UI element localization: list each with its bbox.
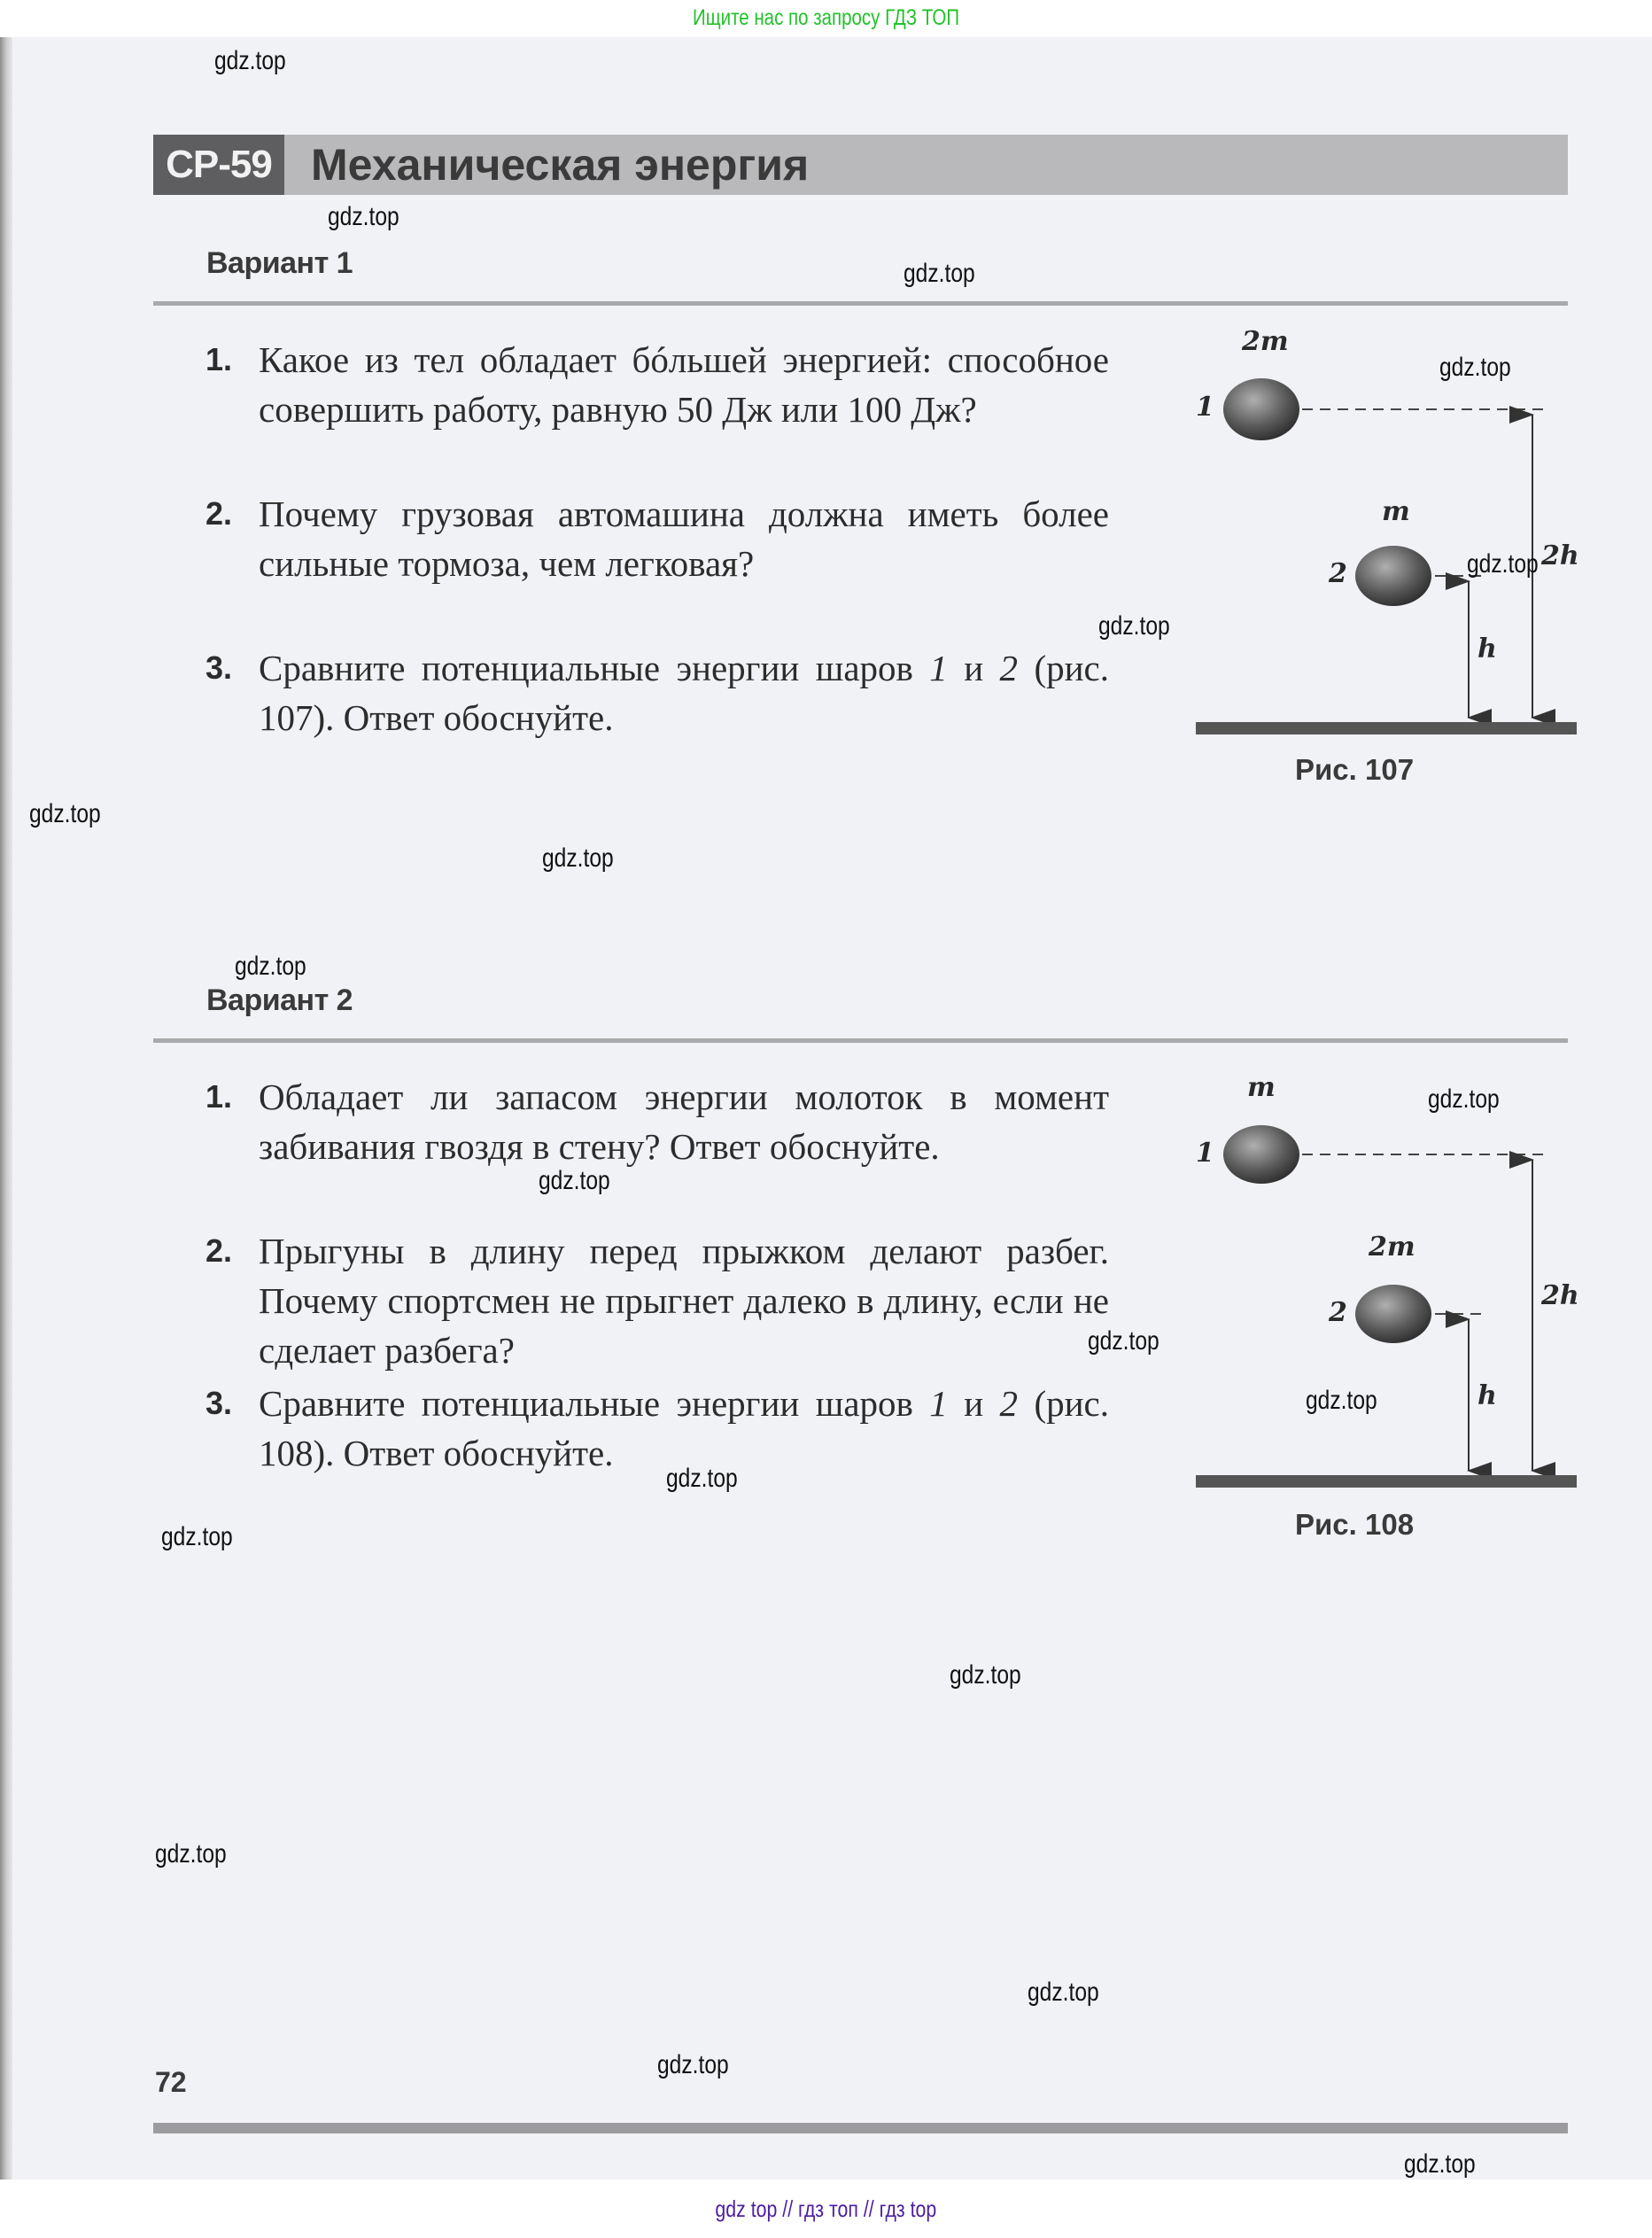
watermark: gdz.top	[1404, 2149, 1476, 2179]
variant-2-heading: Вариант 2	[206, 983, 353, 1017]
question-text: Прыгуны в длину перед прыжком делают разбег. Почему спортсмен не прыгнет далеко в длину, если не сделает разбега?	[259, 1231, 1109, 1371]
ball-1-label: 1	[1196, 392, 1214, 423]
figure-107	[1160, 319, 1577, 913]
question-text	[259, 643, 1109, 742]
watermark: gdz.top	[155, 1839, 227, 1869]
v1-question-3	[206, 643, 1109, 742]
v2-question-2	[206, 1226, 1109, 1375]
watermark: gdz.top	[904, 259, 975, 288]
text-part: Сравните потенциальные энергии шаров	[259, 648, 930, 688]
text-part: (рис. 107). Ответ обоснуйте.	[259, 648, 1109, 738]
ball-2-icon	[1355, 546, 1431, 606]
v2-question-3	[206, 1379, 1109, 1478]
ball-1-mass: m	[1247, 1072, 1276, 1103]
watermark: gdz.top	[1098, 611, 1170, 641]
ball-1-mass: 2m	[1242, 326, 1289, 357]
ball-2-label: 2	[1329, 558, 1347, 589]
height-h-label: h	[1477, 633, 1497, 664]
question-text: Почему грузовая автомашина должна иметь более сильные тормоза, чем легковая?	[259, 493, 1109, 584]
text-part: и	[947, 1383, 1000, 1424]
page-edge-shadow	[0, 37, 12, 2180]
ground-surface	[1196, 1475, 1577, 1488]
section-code: СР-59	[153, 135, 284, 195]
watermark: gdz.top	[1088, 1326, 1160, 1356]
watermark: gdz.top	[1467, 549, 1539, 579]
watermark: gdz.top	[1028, 1978, 1099, 2007]
page-number: 72	[155, 2066, 187, 2098]
question-number: 1.	[206, 341, 233, 377]
ball-1-icon	[1223, 1125, 1299, 1184]
watermark: gdz.top	[539, 1166, 610, 1195]
watermark: gdz.top	[328, 202, 399, 231]
question-number: 3.	[206, 649, 233, 686]
ball-ref: 2	[999, 648, 1019, 688]
watermark: gdz.top	[235, 952, 306, 981]
footer-rule	[153, 2123, 1568, 2133]
section-header	[153, 135, 1568, 195]
ball-2-mass: 2m	[1369, 1232, 1415, 1263]
watermark: gdz.top	[161, 1522, 233, 1551]
height-2h-label: 2h	[1541, 1280, 1579, 1311]
bottom-banner	[0, 2180, 1652, 2238]
v1-question-1	[206, 335, 1109, 434]
variant-1-rule	[153, 301, 1568, 306]
watermark: gdz.top	[666, 1464, 738, 1493]
question-number: 1.	[206, 1078, 233, 1115]
watermark: gdz.top	[950, 1660, 1021, 1690]
watermark: gdz.top	[1428, 1084, 1500, 1114]
figure-108	[1160, 1054, 1577, 1666]
ball-2-mass: m	[1382, 496, 1410, 527]
height-2h-label: 2h	[1541, 540, 1579, 571]
ball-ref: 1	[929, 648, 948, 688]
variant-1-heading: Вариант 1	[206, 246, 353, 280]
v1-question-2	[206, 489, 1109, 588]
question-number: 2.	[206, 1232, 233, 1269]
question-number: 3.	[206, 1385, 233, 1421]
top-banner-text: Ищите нас по запросу ГДЗ ТОП	[692, 5, 960, 30]
ball-ref: 2	[999, 1383, 1019, 1424]
text-part: и	[947, 648, 1000, 688]
ball-2-label: 2	[1329, 1297, 1347, 1328]
watermark: gdz.top	[29, 799, 101, 828]
question-text: Какое из тел обладает бóльшей энергией: способное совершить работу, равную 50 Дж или 100 Дж?	[259, 339, 1109, 430]
v2-question-1	[206, 1072, 1109, 1171]
text-part: Сравните потенциальные энергии шаров	[259, 1383, 930, 1424]
top-banner	[0, 0, 1652, 37]
ground-surface	[1196, 722, 1577, 734]
section-title: Механическая энергия	[311, 140, 810, 190]
watermark: gdz.top	[214, 46, 286, 75]
watermark: gdz.top	[657, 2050, 729, 2079]
ball-2-icon	[1355, 1285, 1431, 1343]
question-text: Обладает ли запасом энергии молоток в момент забивания гвоздя в стену? Ответ обоснуйте.	[259, 1076, 1109, 1167]
watermark: gdz.top	[1439, 353, 1511, 382]
bottom-banner-text: gdz top // гдз топ // гдз top	[715, 2195, 937, 2222]
watermark: gdz.top	[542, 843, 614, 873]
height-h-label: h	[1477, 1380, 1497, 1411]
figure-caption: Рис. 107	[1295, 753, 1415, 786]
ball-1-icon	[1223, 378, 1299, 440]
question-number: 2.	[206, 495, 233, 532]
figure-caption: Рис. 108	[1295, 1508, 1415, 1541]
ball-ref: 1	[929, 1383, 948, 1424]
watermark: gdz.top	[1306, 1386, 1377, 1415]
ball-1-label: 1	[1196, 1138, 1214, 1169]
textbook-page	[0, 37, 1652, 2180]
variant-2-rule	[153, 1038, 1568, 1043]
text-part: (рис. 108). Ответ обоснуйте.	[259, 1383, 1109, 1473]
